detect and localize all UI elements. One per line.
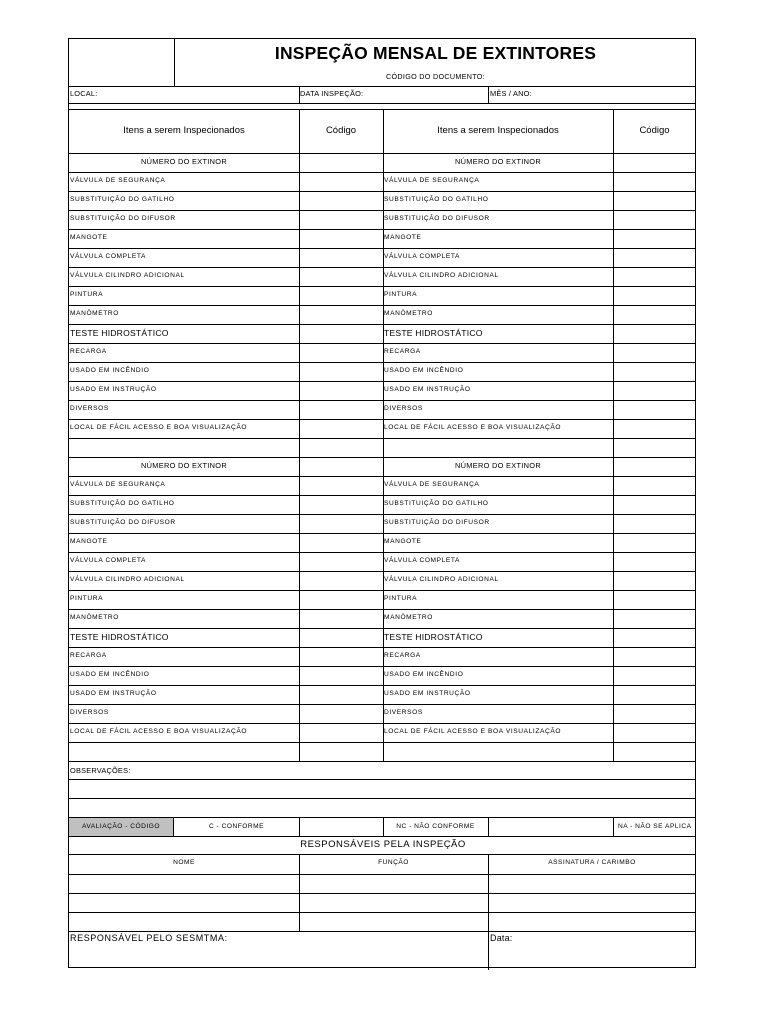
- inspection-item-label: USADO EM INCÊNDIO: [70, 671, 150, 678]
- inspection-item-label: LOCAL DE FÁCIL ACESSO E BOA VISUALIZAÇÃO: [384, 424, 562, 431]
- inspection-item-label: PINTURA: [70, 595, 104, 602]
- code-input-cell[interactable]: [299, 495, 383, 514]
- legend-title: AVALIAÇÃO - CÓDIGO: [81, 823, 160, 830]
- items-header-right: Itens a serem Inspecionados: [437, 125, 559, 136]
- inspection-item-label: SUBSTITUIÇÃO DO GATILHO: [384, 500, 489, 507]
- local-field[interactable]: LOCAL:: [70, 89, 98, 98]
- inspection-item-label: USADO EM INSTRUÇÃO: [70, 386, 157, 393]
- code-input-cell[interactable]: [613, 723, 695, 742]
- inspection-item-label: SUBSTITUIÇÃO DO DIFUSOR: [70, 519, 176, 526]
- inspection-item-label: LOCAL DE FÁCIL ACESSO E BOA VISUALIZAÇÃO: [70, 424, 248, 431]
- inspection-item-label: RECARGA: [384, 652, 421, 659]
- code-input-cell[interactable]: [299, 723, 383, 742]
- inspection-item-label: VÁLVULA COMPLETA: [70, 253, 147, 260]
- assinatura-header: ASSINATURA / CARIMBO: [548, 859, 636, 866]
- legend-nao-conforme: NC - NÃO CONFORME: [396, 823, 475, 830]
- observations-label: OBSERVAÇÕES:: [70, 766, 131, 775]
- inspection-item-label: USADO EM INCÊNDIO: [384, 671, 464, 678]
- inspection-item-label: RECARGA: [384, 348, 421, 355]
- legend-conforme: C - CONFORME: [208, 823, 265, 830]
- inspection-item-label: DIVERSOS: [70, 405, 109, 412]
- code-input-cell[interactable]: [613, 628, 695, 647]
- code-input-cell[interactable]: [613, 590, 695, 609]
- code-input-cell[interactable]: [613, 210, 695, 229]
- extinguisher-number-label: NÚMERO DO EXTINOR: [455, 157, 541, 166]
- inspection-item-label: PINTURA: [384, 595, 418, 602]
- code-input-cell[interactable]: [299, 191, 383, 210]
- inspection-item-label: VÁLVULA CILINDRO ADICIONAL: [70, 576, 185, 583]
- inspection-item-label: TESTE HIDROSTÁTICO: [70, 328, 169, 338]
- inspection-item-label: TESTE HIDROSTÁTICO: [384, 632, 483, 642]
- inspection-item-label: SUBSTITUIÇÃO DO GATILHO: [70, 500, 175, 507]
- code-input-cell[interactable]: [613, 343, 695, 362]
- code-input-cell[interactable]: [613, 685, 695, 704]
- code-input-cell[interactable]: [613, 362, 695, 381]
- inspection-item-label: SUBSTITUIÇÃO DO DIFUSOR: [384, 519, 490, 526]
- inspection-item-label: MANÔMETRO: [70, 614, 119, 621]
- inspection-date-field[interactable]: DATA INSPEÇÃO:: [300, 89, 364, 98]
- inspection-item-label: MANGOTE: [384, 538, 422, 545]
- code-input-cell[interactable]: [299, 210, 383, 229]
- extinguisher-number-label: NÚMERO DO EXTINOR: [141, 157, 227, 166]
- extinguisher-number-label: NÚMERO DO EXTINOR: [455, 461, 541, 470]
- inspection-item-label: VÁLVULA COMPLETA: [384, 253, 461, 260]
- month-year-field[interactable]: MÊS / ANO:: [490, 89, 532, 98]
- code-input-cell[interactable]: [613, 172, 695, 191]
- inspection-item-label: LOCAL DE FÁCIL ACESSO E BOA VISUALIZAÇÃO: [384, 728, 562, 735]
- inspection-item-label: USADO EM INCÊNDIO: [70, 367, 150, 374]
- legend-nao-se-aplica: NA - NÃO SE APLICA: [618, 823, 692, 830]
- code-input-cell[interactable]: [299, 305, 383, 324]
- code-input-cell[interactable]: [613, 229, 695, 248]
- inspection-item-label: VÁLVULA DE SEGURANÇA: [384, 177, 480, 184]
- inspection-item-label: VÁLVULA DE SEGURANÇA: [70, 481, 166, 488]
- code-input-cell[interactable]: [299, 419, 383, 438]
- code-input-cell[interactable]: [299, 286, 383, 305]
- inspection-item-label: VÁLVULA CILINDRO ADICIONAL: [70, 272, 185, 279]
- inspection-item-label: RECARGA: [70, 348, 107, 355]
- inspection-item-label: DIVERSOS: [384, 709, 423, 716]
- inspection-item-label: VÁLVULA DE SEGURANÇA: [384, 481, 480, 488]
- inspection-item-label: VÁLVULA CILINDRO ADICIONAL: [384, 272, 499, 279]
- code-input-cell[interactable]: [299, 609, 383, 628]
- inspection-item-label: PINTURA: [70, 291, 104, 298]
- form-title: INSPEÇÃO MENSAL DE EXTINTORES: [274, 43, 597, 63]
- code-input-cell[interactable]: [299, 324, 383, 343]
- inspection-item-label: MANGOTE: [70, 538, 108, 545]
- code-input-cell[interactable]: [299, 533, 383, 552]
- code-input-cell[interactable]: [613, 704, 695, 723]
- code-input-cell[interactable]: [299, 666, 383, 685]
- code-input-cell[interactable]: [613, 381, 695, 400]
- inspection-item-label: TESTE HIDROSTÁTICO: [70, 632, 169, 642]
- inspection-item-label: MANÔMETRO: [384, 614, 433, 621]
- code-input-cell[interactable]: [299, 514, 383, 533]
- inspection-item-label: MANÔMETRO: [384, 310, 433, 317]
- code-input-cell[interactable]: [299, 229, 383, 248]
- inspection-item-label: SUBSTITUIÇÃO DO DIFUSOR: [384, 215, 490, 222]
- code-input-cell[interactable]: [299, 552, 383, 571]
- inspection-item-label: VÁLVULA DE SEGURANÇA: [70, 177, 166, 184]
- inspection-item-label: LOCAL DE FÁCIL ACESSO E BOA VISUALIZAÇÃO: [70, 728, 248, 735]
- code-input-cell[interactable]: [299, 704, 383, 723]
- code-input-cell[interactable]: [613, 514, 695, 533]
- code-input-cell[interactable]: [299, 267, 383, 286]
- code-input-cell[interactable]: [299, 571, 383, 590]
- inspection-item-label: USADO EM INCÊNDIO: [384, 367, 464, 374]
- inspection-item-label: PINTURA: [384, 291, 418, 298]
- inspection-item-label: USADO EM INSTRUÇÃO: [384, 690, 471, 697]
- date-field[interactable]: Data:: [490, 933, 513, 943]
- code-input-cell[interactable]: [613, 571, 695, 590]
- inspection-item-label: MANÔMETRO: [70, 310, 119, 317]
- code-header-right: Código: [639, 125, 670, 136]
- code-input-cell[interactable]: [613, 495, 695, 514]
- code-input-cell[interactable]: [299, 172, 383, 191]
- inspection-item-label: MANGOTE: [384, 234, 422, 241]
- extinguisher-number-label: NÚMERO DO EXTINOR: [141, 461, 227, 470]
- inspection-item-label: USADO EM INSTRUÇÃO: [70, 690, 157, 697]
- inspection-item-label: SUBSTITUIÇÃO DO GATILHO: [70, 196, 175, 203]
- inspection-item-label: VÁLVULA COMPLETA: [384, 557, 461, 564]
- code-input-cell[interactable]: [613, 419, 695, 438]
- code-input-cell[interactable]: [613, 647, 695, 666]
- code-input-cell[interactable]: [613, 666, 695, 685]
- items-header-left: Itens a serem Inspecionados: [123, 125, 245, 136]
- code-input-cell[interactable]: [613, 552, 695, 571]
- inspection-form: [68, 38, 696, 968]
- inspection-item-label: DIVERSOS: [70, 709, 109, 716]
- code-input-cell[interactable]: [613, 191, 695, 210]
- code-input-cell[interactable]: [299, 685, 383, 704]
- code-input-cell[interactable]: [299, 590, 383, 609]
- code-input-cell[interactable]: [613, 286, 695, 305]
- code-input-cell[interactable]: [613, 533, 695, 552]
- code-input-cell[interactable]: [299, 343, 383, 362]
- code-input-cell[interactable]: [299, 476, 383, 495]
- code-input-cell[interactable]: [299, 362, 383, 381]
- code-input-cell[interactable]: [613, 305, 695, 324]
- inspection-item-label: USADO EM INSTRUÇÃO: [384, 386, 471, 393]
- code-input-cell[interactable]: [613, 476, 695, 495]
- code-input-cell[interactable]: [299, 381, 383, 400]
- inspection-item-label: VÁLVULA COMPLETA: [70, 557, 147, 564]
- inspection-item-label: SUBSTITUIÇÃO DO DIFUSOR: [70, 215, 176, 222]
- inspection-item-label: TESTE HIDROSTÁTICO: [384, 328, 483, 338]
- nome-header: NOME: [173, 859, 195, 866]
- funcao-header: FUNÇÃO: [378, 859, 409, 866]
- sesmt-responsible-field[interactable]: RESPONSÁVEL PELO SESMTMA:: [70, 933, 228, 943]
- code-input-cell[interactable]: [613, 609, 695, 628]
- code-input-cell[interactable]: [613, 248, 695, 267]
- code-input-cell[interactable]: [613, 267, 695, 286]
- code-input-cell[interactable]: [299, 400, 383, 419]
- inspection-item-label: RECARGA: [70, 652, 107, 659]
- document-code-label: CÓDIGO DO DOCUMENTO:: [386, 72, 485, 81]
- code-input-cell[interactable]: [613, 400, 695, 419]
- code-input-cell[interactable]: [299, 628, 383, 647]
- inspection-item-label: VÁLVULA CILINDRO ADICIONAL: [384, 576, 499, 583]
- code-input-cell[interactable]: [613, 324, 695, 343]
- code-input-cell[interactable]: [299, 647, 383, 666]
- code-input-cell[interactable]: [299, 248, 383, 267]
- inspection-item-label: MANGOTE: [70, 234, 108, 241]
- inspection-item-label: DIVERSOS: [384, 405, 423, 412]
- code-header-left: Código: [325, 125, 357, 136]
- responsibles-title: RESPONSÁVEIS PELA INSPEÇÃO: [300, 839, 466, 850]
- inspection-item-label: SUBSTITUIÇÃO DO GATILHO: [384, 196, 489, 203]
